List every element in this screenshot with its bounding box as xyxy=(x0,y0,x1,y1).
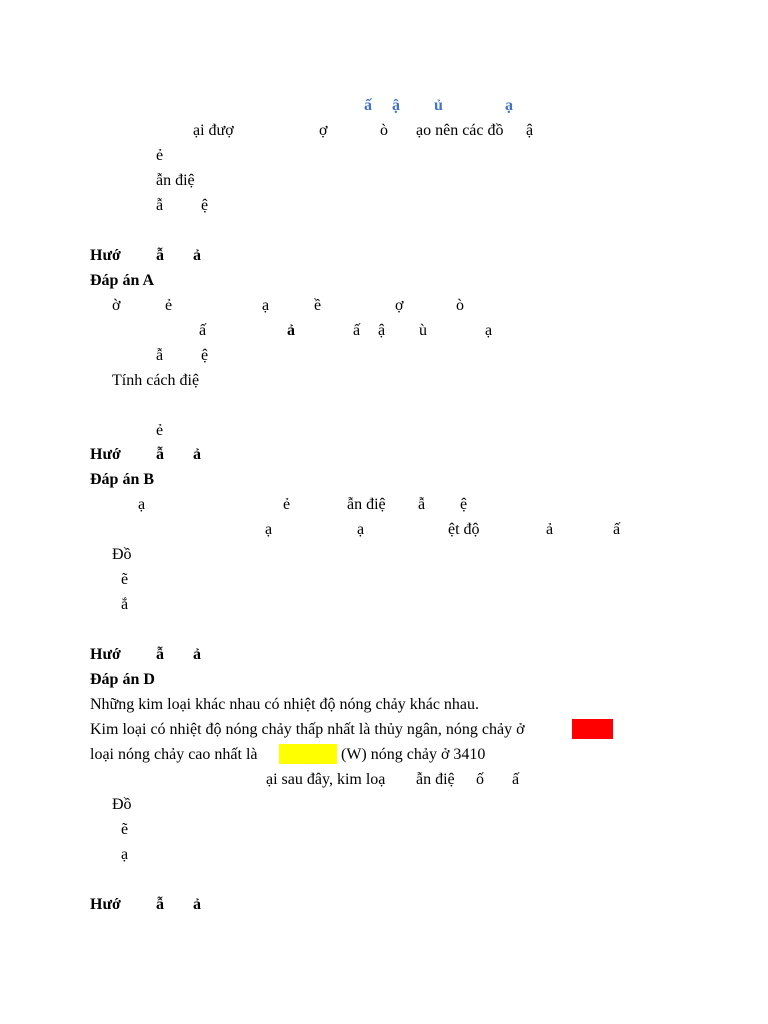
text-frag: ậ xyxy=(526,122,534,139)
title-frag: ạ xyxy=(505,97,513,114)
text-frag: ệ xyxy=(201,347,209,364)
option-a: Đồ xyxy=(112,546,132,563)
option-a: Đồ xyxy=(112,796,132,813)
text-frag: ẫ xyxy=(418,496,426,513)
text-frag: ệ xyxy=(460,496,468,513)
option-b: ẫn điệ xyxy=(156,172,195,189)
title-frag: ủ xyxy=(434,97,443,114)
text-frag: ạ xyxy=(138,496,146,513)
guide-label: ả xyxy=(193,896,201,913)
text-frag: ại đượ xyxy=(193,122,234,139)
red-highlight xyxy=(572,719,613,739)
text-frag: ò xyxy=(456,297,464,314)
text-frag: ấ xyxy=(199,322,207,339)
text-frag: ẫn điệ xyxy=(347,496,386,513)
guide-label: Hướ xyxy=(90,646,121,663)
text-frag: ạ xyxy=(265,521,273,538)
text-frag: ẻ xyxy=(165,297,173,314)
text-frag: ậ xyxy=(378,322,386,339)
text-frag: ạ xyxy=(357,521,365,538)
text-line: Tính cách điệ xyxy=(112,372,200,389)
answer-label: Đáp án B xyxy=(90,471,155,488)
text-line: Những kim loại khác nhau có nhiệt độ nóng chảy khác nhau. xyxy=(90,696,480,713)
text-frag: ợ xyxy=(395,297,404,314)
text-frag: ả xyxy=(287,322,295,339)
text-frag: ấ xyxy=(512,771,520,788)
yellow-highlight xyxy=(279,744,337,764)
option-b: ẽ xyxy=(121,821,129,838)
guide-label: Hướ xyxy=(90,247,121,264)
title-frag: ậ xyxy=(392,97,400,114)
text-frag: ẻ xyxy=(156,422,164,439)
text-frag: ẫ xyxy=(156,347,164,364)
guide-label: ả xyxy=(193,446,201,463)
title-frag: ấ xyxy=(364,97,372,114)
text-frag: ề xyxy=(314,297,322,314)
option-c-frag: ệ xyxy=(201,197,209,214)
guide-label: Hướ xyxy=(90,896,121,913)
answer-label: Đáp án A xyxy=(90,272,155,289)
option-c: ắ xyxy=(121,596,129,613)
text-frag: ù xyxy=(419,322,427,339)
text-frag: ờ xyxy=(112,297,121,314)
text-frag: ạ xyxy=(262,297,270,314)
guide-label: ả xyxy=(193,247,201,264)
text-frag: ại sau đây, kim loạ xyxy=(266,771,386,788)
text-frag: ợ xyxy=(319,122,328,139)
guide-label: Hướ xyxy=(90,446,121,463)
option-b: ẽ xyxy=(121,571,129,588)
guide-label: ẫ xyxy=(156,446,164,463)
option-c: ẫ xyxy=(156,197,164,214)
text-frag: ệt độ xyxy=(448,521,480,538)
text-frag: ố xyxy=(476,771,484,788)
text-frag: ạ xyxy=(485,322,493,339)
text-frag: ò xyxy=(380,122,388,139)
text-line: loại nóng chảy cao nhất là xyxy=(90,746,258,763)
guide-label: ẫ xyxy=(156,896,164,913)
guide-label: ẫ xyxy=(156,646,164,663)
text-frag: ấ xyxy=(353,322,361,339)
guide-label: ẫ xyxy=(156,247,164,264)
text-line: Kim loại có nhiệt độ nóng chảy thấp nhất là thủy ngân, nóng chảy ở xyxy=(90,721,525,738)
text-frag: ạo nên các đồ xyxy=(416,122,504,139)
text-frag: ấ xyxy=(613,521,621,538)
answer-label: Đáp án D xyxy=(90,671,155,688)
text-frag: ả xyxy=(546,521,554,538)
option-c: ạ xyxy=(121,846,129,863)
text-frag: ẻ xyxy=(283,496,291,513)
text-frag: ẫn điệ xyxy=(416,771,455,788)
guide-label: ả xyxy=(193,646,201,663)
text-line: (W) nóng chảy ở 3410 xyxy=(341,746,486,763)
option-a: ẻ xyxy=(156,147,164,164)
